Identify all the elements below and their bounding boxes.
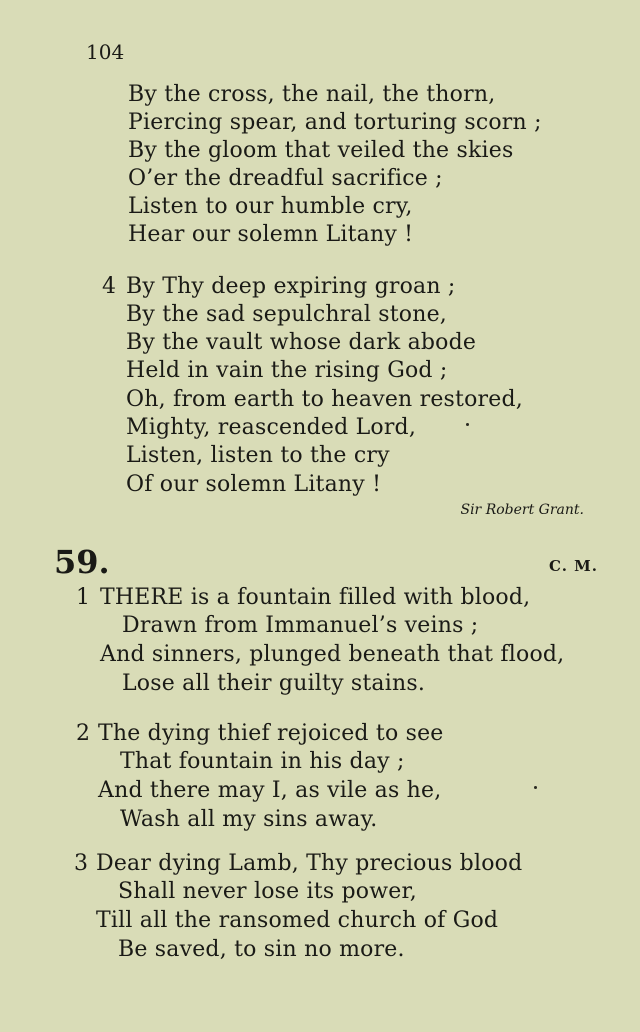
verse-line: Of our solemn Litany ! [126, 472, 382, 497]
verse-line: By the gloom that veiled the skies [128, 138, 514, 163]
verse-line: Oh, from earth to heaven restored, [126, 387, 523, 412]
meter-label: C. M. [549, 557, 598, 575]
verse-line: By the vault whose dark abode [126, 330, 477, 355]
verse-line: By Thy deep expiring groan ; [126, 274, 456, 299]
ink-speck [466, 423, 469, 426]
verse-line: By the sad sepulchral stone, [126, 302, 448, 327]
verse-line: Listen, listen to the cry [126, 443, 390, 468]
stanza-number: 3 [74, 851, 88, 876]
verse-line: THERE is a fountain filled with blood, [100, 585, 531, 610]
verse-line: That fountain in his day ; [120, 749, 405, 774]
verse-line: The dying thief rejoiced to see [98, 721, 444, 746]
verse-line: Till all the ransomed church of God [96, 908, 499, 933]
verse-line: Hear our solemn Litany ! [128, 222, 414, 247]
author-attribution: Sir Robert Grant. [460, 502, 584, 518]
stanza-number: 1 [76, 585, 90, 610]
hymn-number: 59. [54, 543, 110, 581]
verse-line: Listen to our humble cry, [128, 194, 413, 219]
verse-line: Dear dying Lamb, Thy precious blood [96, 851, 523, 876]
verse-line: Piercing spear, and torturing scorn ; [128, 110, 542, 135]
verse-line: O’er the dreadful sacrifice ; [128, 166, 443, 191]
stanza-number: 4 [102, 274, 116, 299]
verse-line: And there may I, as vile as he, [98, 778, 442, 803]
verse-line: Wash all my sins away. [120, 807, 378, 832]
verse-line: By the cross, the nail, the thorn, [128, 82, 496, 107]
page-number: 104 [86, 40, 125, 64]
verse-line: Lose all their guilty stains. [122, 671, 426, 696]
verse-line: And sinners, plunged beneath that flood, [100, 642, 565, 667]
stanza-number: 2 [76, 721, 90, 746]
verse-line: Held in vain the rising God ; [126, 358, 448, 383]
verse-line: Drawn from Immanuel’s veins ; [122, 613, 479, 638]
verse-line: Mighty, reascended Lord, [126, 415, 417, 440]
verse-line: Shall never lose its power, [118, 879, 417, 904]
verse-line: Be saved, to sin no more. [118, 937, 405, 962]
ink-speck [534, 786, 537, 789]
